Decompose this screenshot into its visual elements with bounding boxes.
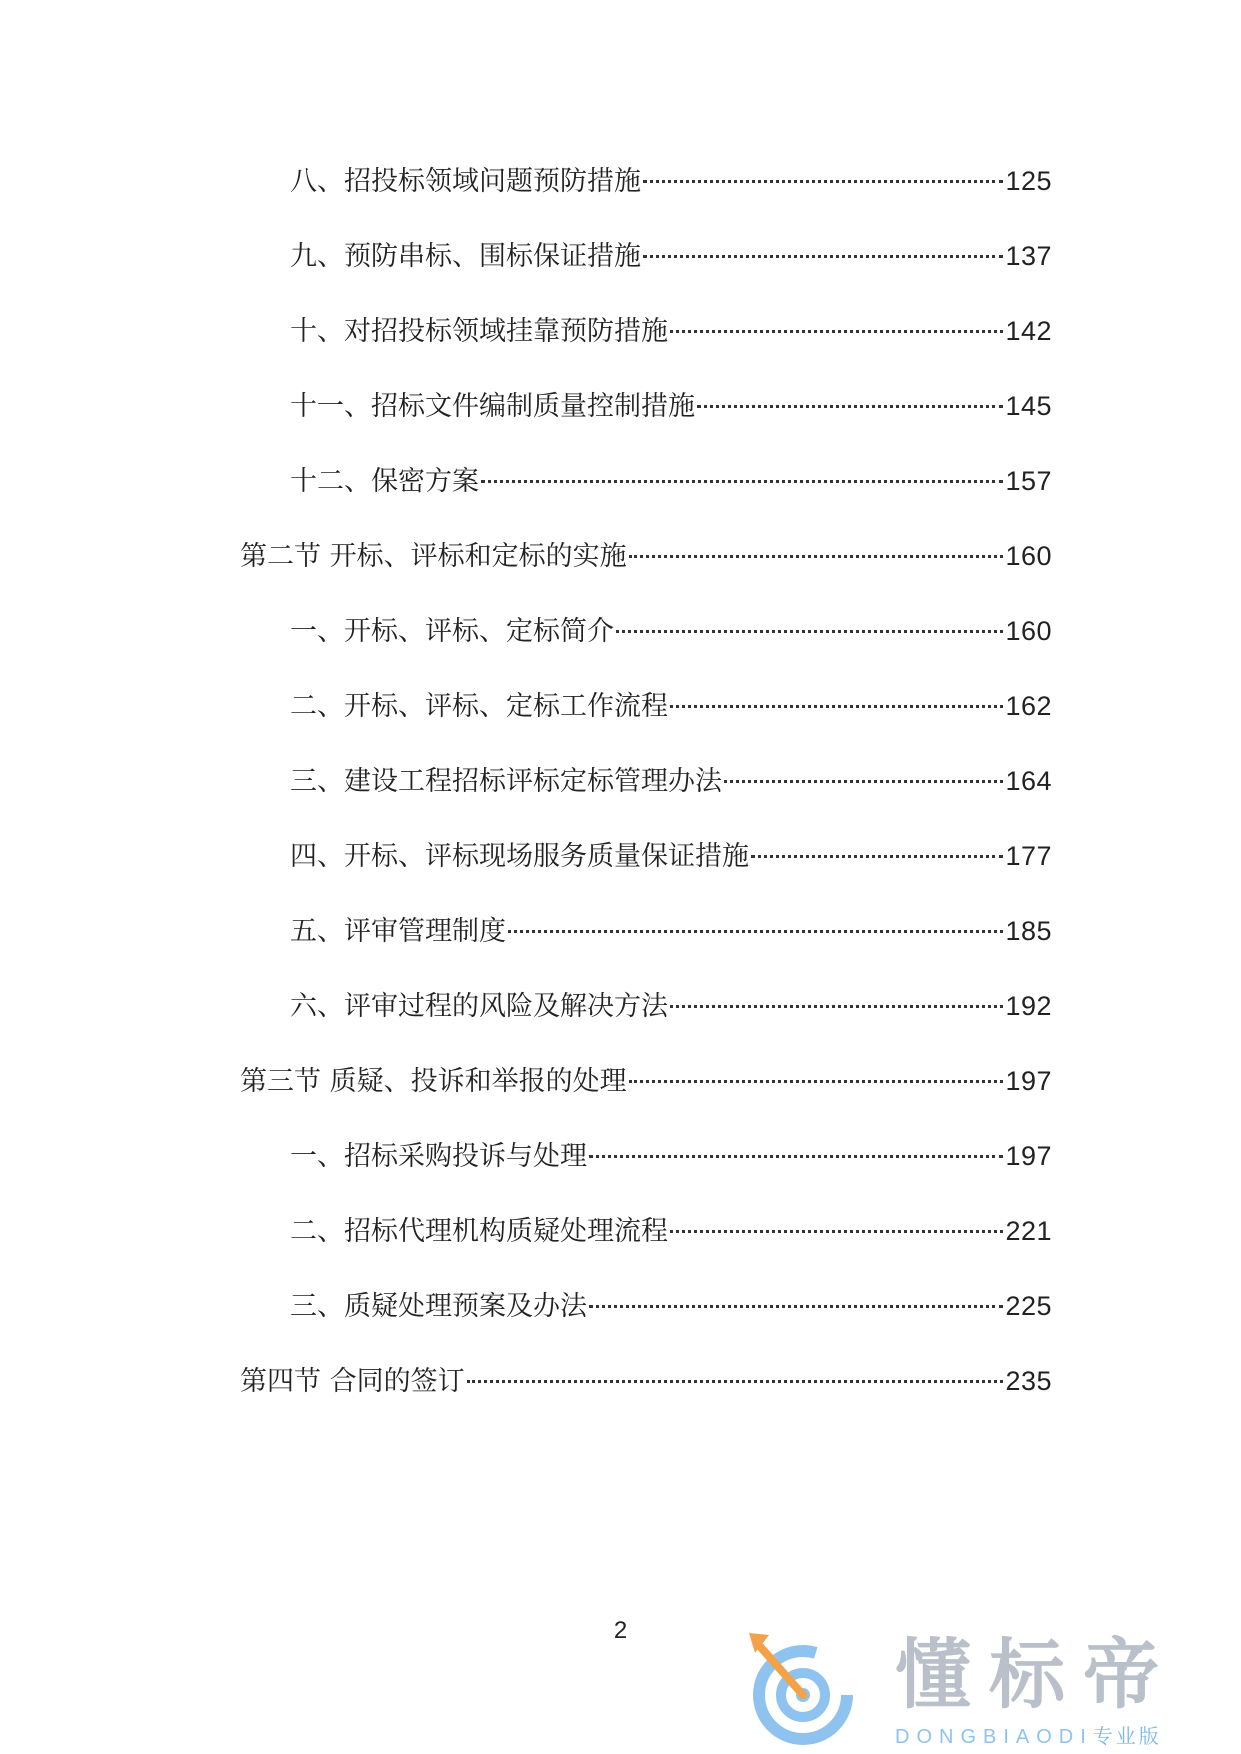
toc-leader-dots <box>643 231 1003 265</box>
toc-entry-page: 225 <box>1005 1291 1052 1321</box>
toc-entry-title: 一、招标采购投诉与处理 <box>290 1141 587 1172</box>
toc-entry-title: 六、评审过程的风险及解决方法 <box>290 991 668 1022</box>
toc-leader-dots <box>724 756 1003 790</box>
toc-entry-page: 145 <box>1005 391 1052 421</box>
watermark <box>745 1625 1225 1750</box>
toc-entry-page: 160 <box>1005 616 1052 646</box>
toc-entry-title: 四、开标、评标现场服务质量保证措施 <box>290 841 749 872</box>
watermark-subtitle-latin: DONGBIAODI <box>895 1726 1093 1748</box>
toc-section-entry[interactable] <box>240 1056 1052 1097</box>
toc-entry[interactable] <box>290 381 1052 422</box>
toc-leader-dots <box>616 606 1003 640</box>
toc-entry[interactable] <box>290 756 1052 797</box>
toc-entry-page: 164 <box>1005 766 1052 796</box>
toc-leader-dots <box>589 1131 1003 1165</box>
toc-entry-title: 一、开标、评标、定标简介 <box>290 616 614 647</box>
toc-entry-page: 125 <box>1005 166 1052 196</box>
toc-entry[interactable] <box>290 681 1052 722</box>
toc-entry-page: 177 <box>1005 841 1052 871</box>
toc-entry-title: 九、预防串标、围标保证措施 <box>290 241 641 272</box>
toc-entry-title: 十二、保密方案 <box>290 466 479 497</box>
toc-entry-page: 235 <box>1005 1366 1052 1396</box>
toc-entry-page: 197 <box>1005 1141 1052 1171</box>
toc-entry[interactable] <box>290 156 1052 197</box>
toc-entry-page: 157 <box>1005 466 1052 496</box>
toc-entry[interactable] <box>290 231 1052 272</box>
toc-entry[interactable] <box>290 981 1052 1022</box>
toc-entry-page: 162 <box>1005 691 1052 721</box>
toc-entry-title: 第二节 开标、评标和定标的实施 <box>240 541 627 572</box>
toc-entry-title: 二、开标、评标、定标工作流程 <box>290 691 668 722</box>
toc-entry[interactable] <box>290 1281 1052 1322</box>
toc-leader-dots <box>629 531 1004 565</box>
toc-entry-page: 160 <box>1005 541 1052 571</box>
watermark-subtitle <box>895 1725 1162 1749</box>
toc-entry-title: 第四节 合同的签订 <box>240 1366 465 1397</box>
toc-leader-dots <box>670 981 1003 1015</box>
toc-entry-page: 137 <box>1005 241 1052 271</box>
toc-entry-title: 八、招投标领域问题预防措施 <box>290 166 641 197</box>
toc-section-entry[interactable] <box>240 531 1052 572</box>
toc-entry-title: 三、建设工程招标评标定标管理办法 <box>290 766 722 797</box>
toc-entry[interactable] <box>290 606 1052 647</box>
toc-entry[interactable] <box>290 1206 1052 1247</box>
toc-entry-page: 192 <box>1005 991 1052 1021</box>
toc-entry-title: 十一、招标文件编制质量控制措施 <box>290 391 695 422</box>
toc-leader-dots <box>481 456 1003 490</box>
toc-entry-title: 十、对招投标领域挂靠预防措施 <box>290 316 668 347</box>
toc-entry[interactable] <box>290 1131 1052 1172</box>
toc-entry-title: 第三节 质疑、投诉和举报的处理 <box>240 1066 627 1097</box>
toc-leader-dots <box>629 1056 1004 1090</box>
toc-entry-page: 185 <box>1005 916 1052 946</box>
target-arrow-icon <box>745 1625 865 1750</box>
toc-leader-dots <box>751 831 1003 865</box>
toc-leader-dots <box>508 906 1003 940</box>
toc-entry[interactable] <box>290 306 1052 347</box>
toc-leader-dots <box>643 156 1003 190</box>
page-number: 2 <box>613 1617 628 1644</box>
toc-entry[interactable] <box>290 831 1052 872</box>
toc-section-entry[interactable] <box>240 1356 1052 1397</box>
toc-entry-page: 221 <box>1005 1216 1052 1246</box>
toc-entry-title: 三、质疑处理预案及办法 <box>290 1291 587 1322</box>
toc-entry[interactable] <box>290 456 1052 497</box>
toc-entry-title: 五、评审管理制度 <box>290 916 506 947</box>
toc-leader-dots <box>697 381 1003 415</box>
toc-leader-dots <box>670 681 1003 715</box>
toc-leader-dots <box>589 1281 1003 1315</box>
toc-entry[interactable] <box>290 906 1052 947</box>
toc-leader-dots <box>670 1206 1003 1240</box>
toc-entry-page: 197 <box>1005 1066 1052 1096</box>
toc-leader-dots <box>670 306 1003 340</box>
watermark-subtitle-cn: 专业版 <box>1092 1726 1162 1748</box>
toc-entry-page: 142 <box>1005 316 1052 346</box>
watermark-brand: 懂标帝 <box>895 1630 1177 1719</box>
toc-entry-title: 二、招标代理机构质疑处理流程 <box>290 1216 668 1247</box>
toc-leader-dots <box>467 1356 1004 1390</box>
